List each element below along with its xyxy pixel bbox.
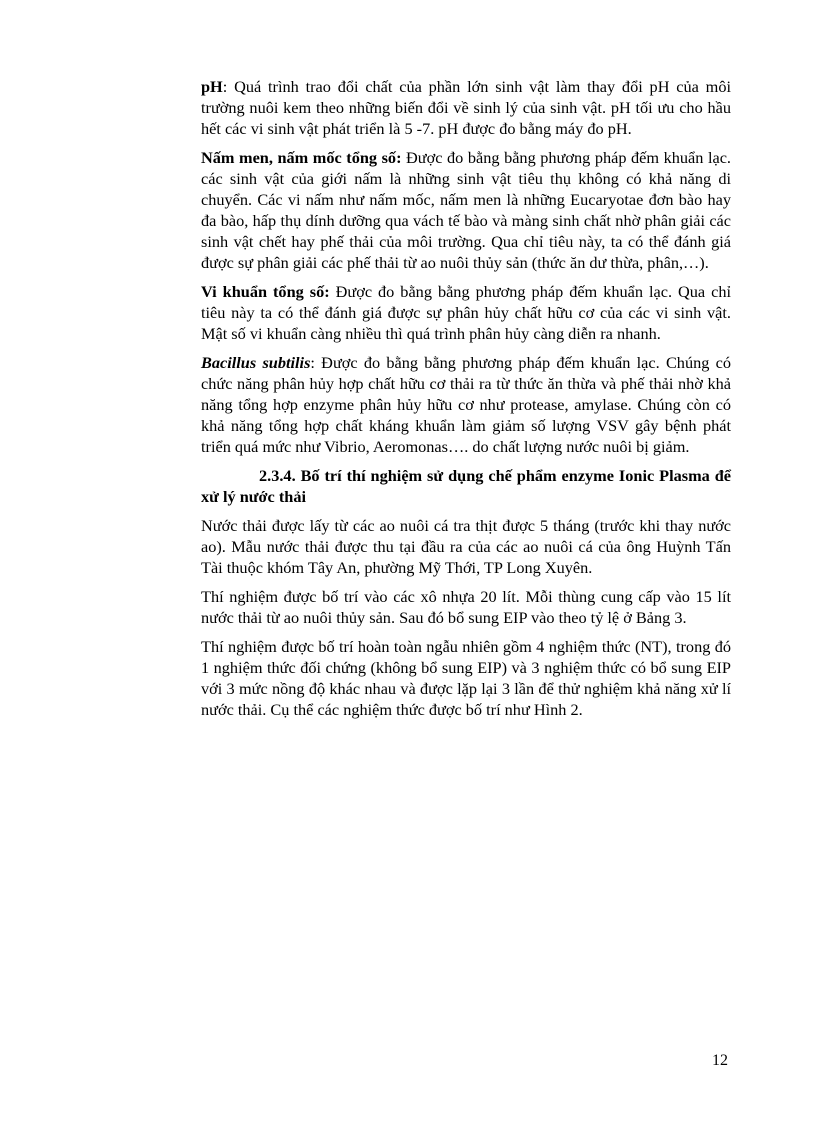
paragraph-bacillus-text: : Được đo bằng bằng phương pháp đếm khuẩn lạc. Chúng có chức năng phân hủy hợp chất hữu cơ thải ra từ thức ăn thừa và phế thải nhờ khả năng tổng hợp enzyme phân hủy hữu cơ như protease, amylase. Chúng còn có khả năng tổng hợp chất kháng khuẩn làm giảm số lượng VSV gây bệnh phát triển quá mức như Vibrio, Aeromonas…. do chất lượng nước nuôi bị giảm.: [201, 353, 731, 456]
paragraph-nam-men-text: Được đo bằng bằng phương pháp đếm khuẩn lạc. các sinh vật của giới nấm là những sinh vật tiêu thụ không có khả năng di chuyển. Các vi nấm như nấm mốc, nấm men là những Eucaryotae đơn bào hay đa bào, hấp thụ dính dưỡng qua vách tế bào và màng sinh chất nhờ phân giải các sinh vật chết hay phế thải của môi trường. Qua chỉ tiêu này, ta có thể đánh giá được sự phân giải các phế thải từ ao nuôi thủy sản (thức ăn dư thừa, phân,…).: [201, 148, 731, 272]
body-paragraph-3: Thí nghiệm được bố trí hoàn toàn ngẫu nhiên gồm 4 nghiệm thức (NT), trong đó 1 nghiệm thức đối chứng (không bổ sung EIP) và 3 nghiệm thức có bổ sung EIP với 3 mức nồng độ khác nhau và được lặp lại 3 lần để thử nghiệm khả năng xử lí nước thải. Cụ thể các nghiệm thức được bố trí như Hình 2.: [201, 637, 731, 719]
page-number: 12: [712, 1052, 728, 1069]
body-paragraph-1: Nước thải được lấy từ các ao nuôi cá tra thịt được 5 tháng (trước khi thay nước ao). Mẫu nước thải được thu tại đầu ra của các ao nuôi cá của ông Huỳnh Tấn Tài thuộc khóm Tây An, phường Mỹ Thới, TP Long Xuyên.: [201, 516, 731, 577]
paragraph-bacillus: [201, 352, 731, 457]
term-bacillus: Bacillus subtilis: [201, 353, 311, 372]
term-vi-khuan: Vi khuẩn tổng số:: [201, 282, 330, 301]
paragraph-nam-men: [201, 147, 731, 273]
paragraph-ph-text: : Quá trình trao đổi chất của phần lớn sinh vật làm thay đổi pH của môi trường nuôi kem theo những biến đổi về sinh lý của sinh vật. pH tối ưu cho hầu hết các vi sinh vật phát triển là 5 -7. pH được đo bằng máy đo pH.: [201, 77, 731, 138]
paragraph-ph: [201, 76, 731, 139]
paragraph-vi-khuan-text: Được đo bằng bằng phương pháp đếm khuẩn lạc. Qua chỉ tiêu này ta có thể đánh giá được sự phân hủy chất hữu cơ của các vi sinh vật. Mật số vi khuẩn càng nhiều thì quá trình phân hủy càng diễn ra nhanh.: [201, 282, 732, 343]
page-content: [201, 76, 731, 728]
term-nam-men: Nấm men, nấm mốc tổng số:: [201, 148, 402, 167]
body-paragraph-2: Thí nghiệm được bố trí vào các xô nhựa 20 lít. Mỗi thùng cung cấp vào 15 lít nước thải từ ao nuôi thủy sản. Sau đó bổ sung EIP vào theo tỷ lệ ở Bảng 3.: [201, 587, 731, 627]
paragraph-vi-khuan: [201, 281, 731, 344]
term-ph: pH: [201, 77, 223, 96]
section-heading: 2.3.4. Bố trí thí nghiệm sử dụng chế phẩm enzyme Ionic Plasma để xử lý nước thải: [201, 466, 731, 506]
